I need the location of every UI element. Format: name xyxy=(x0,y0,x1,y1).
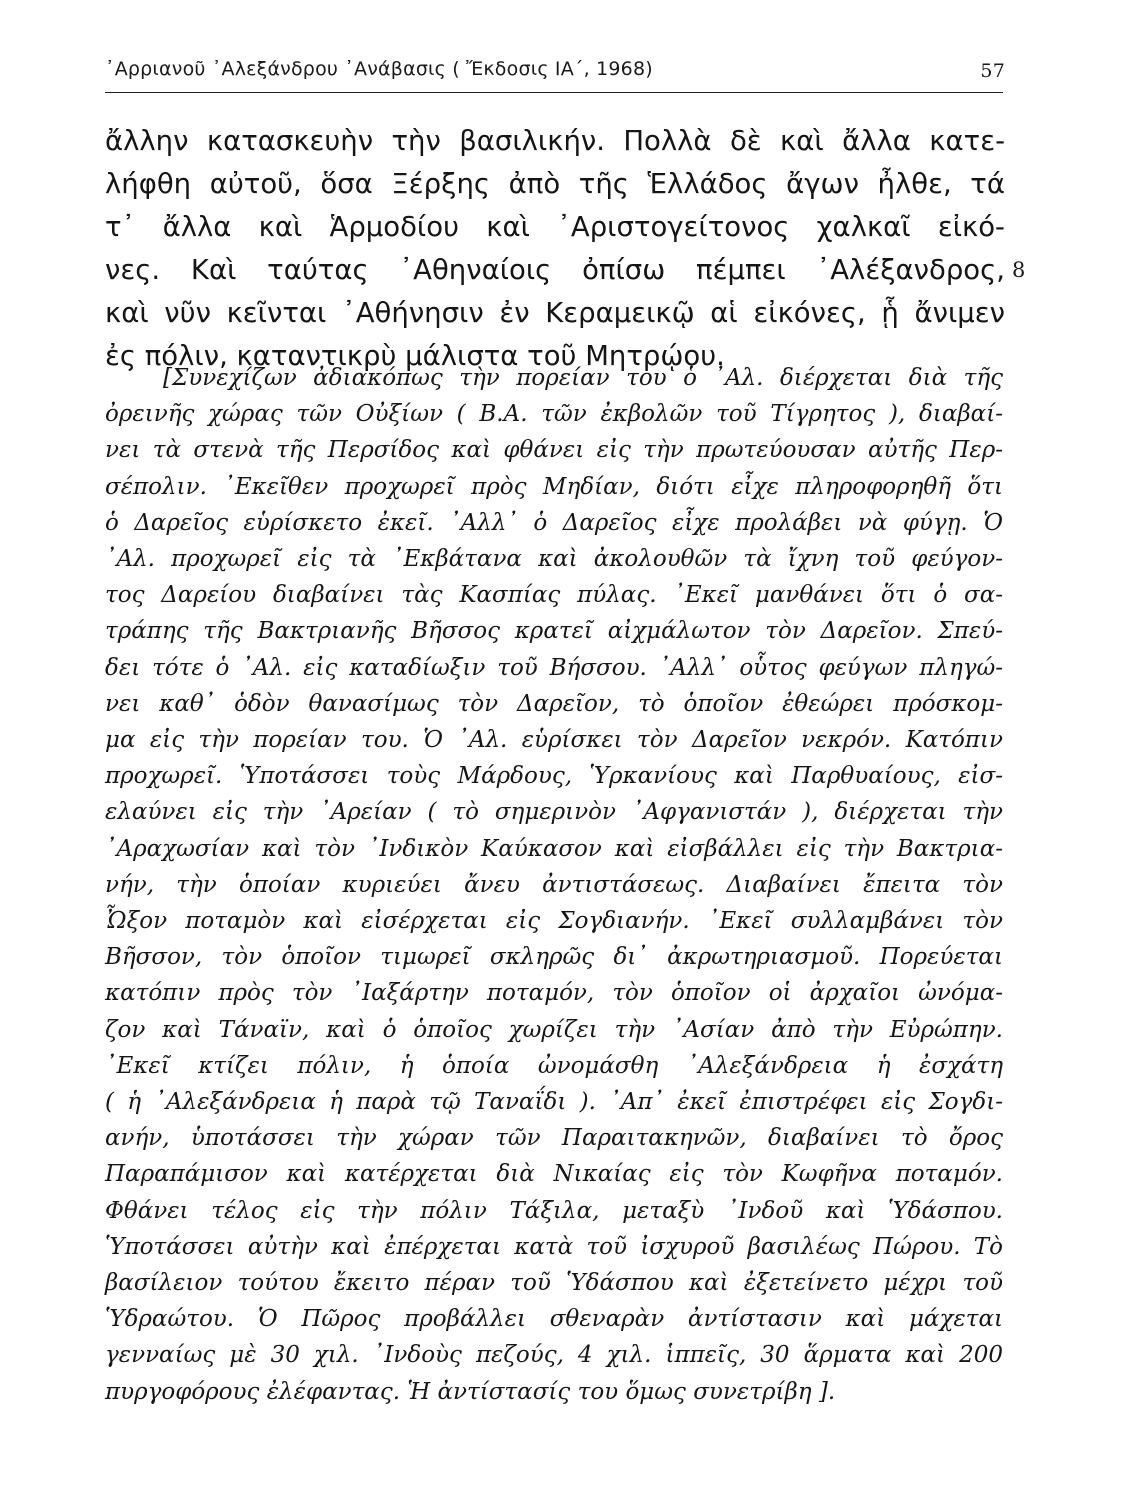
summary-line: νει τὰ στενὰ τῆς Περσίδος καὶ φθάνει εἰς τὴν πρωτεύουσαν αὐτῆς Περ- xyxy=(105,437,1003,464)
text-line: νες. Καὶ ταύτας ᾿Αθηναίοις ὀπίσω πέμπει ᾿Αλέξανδρος, xyxy=(105,254,1005,286)
italic-summary xyxy=(105,360,1003,1410)
summary-line: ζον καὶ Τάναϊν, καὶ ὁ ὁποῖος χωρίζει τὴν ᾿Ασίαν ἀπὸ τὴν Εὐρώπην. xyxy=(105,1016,1003,1043)
summary-line: βασίλειον τούτου ἔκειτο πέραν τοῦ Ὑδάσπου καὶ ἐξετείνετο μέχρι τοῦ xyxy=(105,1270,1003,1297)
summary-line: Ὑποτάσσει αὐτὴν καὶ ἐπέρχεται κατὰ τοῦ ἰσχυροῦ βασιλέως Πώρου. Τὸ xyxy=(105,1233,1003,1260)
summary-line: ὀρεινῆς χώρας τῶν Οὐξίων ( Β.Α. τῶν ἐκβολῶν τοῦ Τίγρητος ), διαβαί- xyxy=(105,401,1003,428)
summary-line: Ὦξον ποταμὸν καὶ εἰσέρχεται εἰς Σογδιανήν. ᾿Εκεῖ συλλαμβάνει τὸν xyxy=(105,908,1003,935)
summary-line: δει τότε ὁ ᾿Αλ. εἰς καταδίωξιν τοῦ Βήσσου. ᾿Αλλ᾿ οὗτος φεύγων πληγώ- xyxy=(105,654,1003,681)
running-header xyxy=(105,58,1005,88)
summary-line: ᾿Αραχωσίαν καὶ τὸν ᾿Ινδικὸν Καύκασον καὶ εἰσβάλλει εἰς τὴν Βακτρια- xyxy=(105,835,1003,862)
summary-line: νει καθ᾿ ὁδὸν θανασίμως τὸν Δαρεῖον, τὸ ὁποῖον ἐθεώρει πρόσκομ- xyxy=(105,690,1003,717)
text-line: λήφθη αὐτοῦ, ὅσα Ξέρξης ἀπὸ τῆς Ἑλλάδος ἄγων ἦλθε, τά xyxy=(105,168,1005,200)
summary-line: ὁ Δαρεῖος εὑρίσκετο ἐκεῖ. ᾿Αλλ᾿ ὁ Δαρεῖος εἶχε προλάβει νὰ φύγῃ. Ὁ xyxy=(105,509,1003,536)
text-line: καὶ νῦν κεῖνται ᾿Αθήνησιν ἐν Κεραμεικῷ αἱ εἰκόνες, ᾗ ἄνιμεν xyxy=(105,297,1005,329)
summary-line: μα εἰς τὴν πορείαν του. Ὁ ᾿Αλ. εὑρίσκει τὸν Δαρεῖον νεκρόν. Κατόπιν xyxy=(105,727,1003,754)
summary-line: νήν, τὴν ὁποίαν κυριεύει ἄνευ ἀντιστάσεως. Διαβαίνει ἔπειτα τὸν xyxy=(105,871,1003,898)
summary-line: [Συνεχίζων ἀδιακόπως τὴν πορείαν του ὁ ᾿Αλ. διέρχεται διὰ τῆς xyxy=(163,365,1003,391)
summary-line: Παραπάμισον καὶ κατέρχεται διὰ Νικαίας εἰς τὸν Κωφῆνα ποταμόν. xyxy=(105,1161,1003,1188)
text-line: τ᾿ ἄλλα καὶ Ἁρμοδίου καὶ ᾿Αριστογείτονος χαλκαῖ εἰκό- xyxy=(105,211,1005,243)
summary-line: πυργοφόρους ἐλέφαντας. Ἡ ἀντίστασίς του ὅμως συνετρίβη ]. xyxy=(105,1378,836,1405)
summary-line: τράπης τῆς Βακτριανῆς Βῆσσος κρατεῖ αἰχμάλωτον τὸν Δαρεῖον. Σπεύ- xyxy=(105,618,1003,645)
summary-line: ( ἡ ᾿Αλεξάνδρεια ἡ παρὰ τῷ Ταναΐδι ). ᾿Απ᾿ ἐκεῖ ἐπιστρέφει εἰς Σογδι- xyxy=(105,1089,1003,1116)
summary-line: ανήν, ὑποτάσσει τὴν χώραν τῶν Παραιτακηνῶν, διαβαίνει τὸ ὄρος xyxy=(105,1125,1003,1152)
summary-line: κατόπιν πρὸς τὸν ᾿Ιαξάρτην ποταμόν, τὸν ὁποῖον οἱ ἀρχαῖοι ὠνόμα- xyxy=(105,980,1003,1007)
summary-line: ᾿Εκεῖ κτίζει πόλιν, ἡ ὁποία ὠνομάσθη ᾿Αλεξάνδρεια ἡ ἐσχάτη xyxy=(105,1052,1003,1079)
summary-line: ελαύνει εἰς τὴν ᾿Αρείαν ( τὸ σημερινὸν ᾿Αφγανιστάν ), διέρχεται τὴν xyxy=(105,799,1003,826)
margin-line-number: 8 xyxy=(1012,258,1026,282)
text-line: ἄλλην κατασκευὴν τὴν βασιλικήν. Πολλὰ δὲ καὶ ἄλλα κατε- xyxy=(105,125,1005,157)
summary-line: Φθάνει τέλος εἰς τὴν πόλιν Τάξιλα, μεταξὺ ᾿Ινδοῦ καὶ Ὑδάσπου. xyxy=(105,1197,1003,1224)
header-rule xyxy=(105,92,1003,93)
text-line: ἐς πόλιν, καταντικρὺ μάλιστα τοῦ Μητρῴου. xyxy=(105,340,725,372)
summary-line: προχωρεῖ. Ὑποτάσσει τοὺς Μάρδους, Ὑρκανίους καὶ Παρθυαίους, εἰσ- xyxy=(105,763,1003,790)
summary-line: τος Δαρείου διαβαίνει τὰς Κασπίας πύλας. ᾿Εκεῖ μανθάνει ὅτι ὁ σα- xyxy=(105,582,1003,609)
summary-line: Ὑδραώτου. Ὁ Πῶρος προβάλλει σθεναρὰν ἀντίστασιν καὶ μάχεται xyxy=(105,1306,1003,1333)
page-number: 57 xyxy=(980,60,1005,82)
summary-line: Βῆσσον, τὸν ὁποῖον τιμωρεῖ σκληρῶς δι᾿ ἀκρωτηριασμοῦ. Πορεύεται xyxy=(105,944,1003,971)
greek-source-text xyxy=(105,120,1005,378)
running-title: ᾿Αρριανοῦ ᾿Αλεξάνδρου ᾿Ανάβασις ( Ἔκδοσις ΙΑ΄, 1968) xyxy=(105,58,653,80)
summary-line: ᾿Αλ. προχωρεῖ εἰς τὰ ᾿Εκβάτανα καὶ ἀκολουθῶν τὰ ἴχνη τοῦ φεύγον- xyxy=(105,546,1003,573)
summary-line: σέπολιν. ᾿Εκεῖθεν προχωρεῖ πρὸς Μηδίαν, διότι εἶχε πληροφορηθῆ ὅτι xyxy=(105,473,1003,500)
summary-line: γενναίως μὲ 30 χιλ. ᾿Ινδοὺς πεζούς, 4 χιλ. ἱππεῖς, 30 ἅρματα καὶ 200 xyxy=(105,1342,1003,1369)
